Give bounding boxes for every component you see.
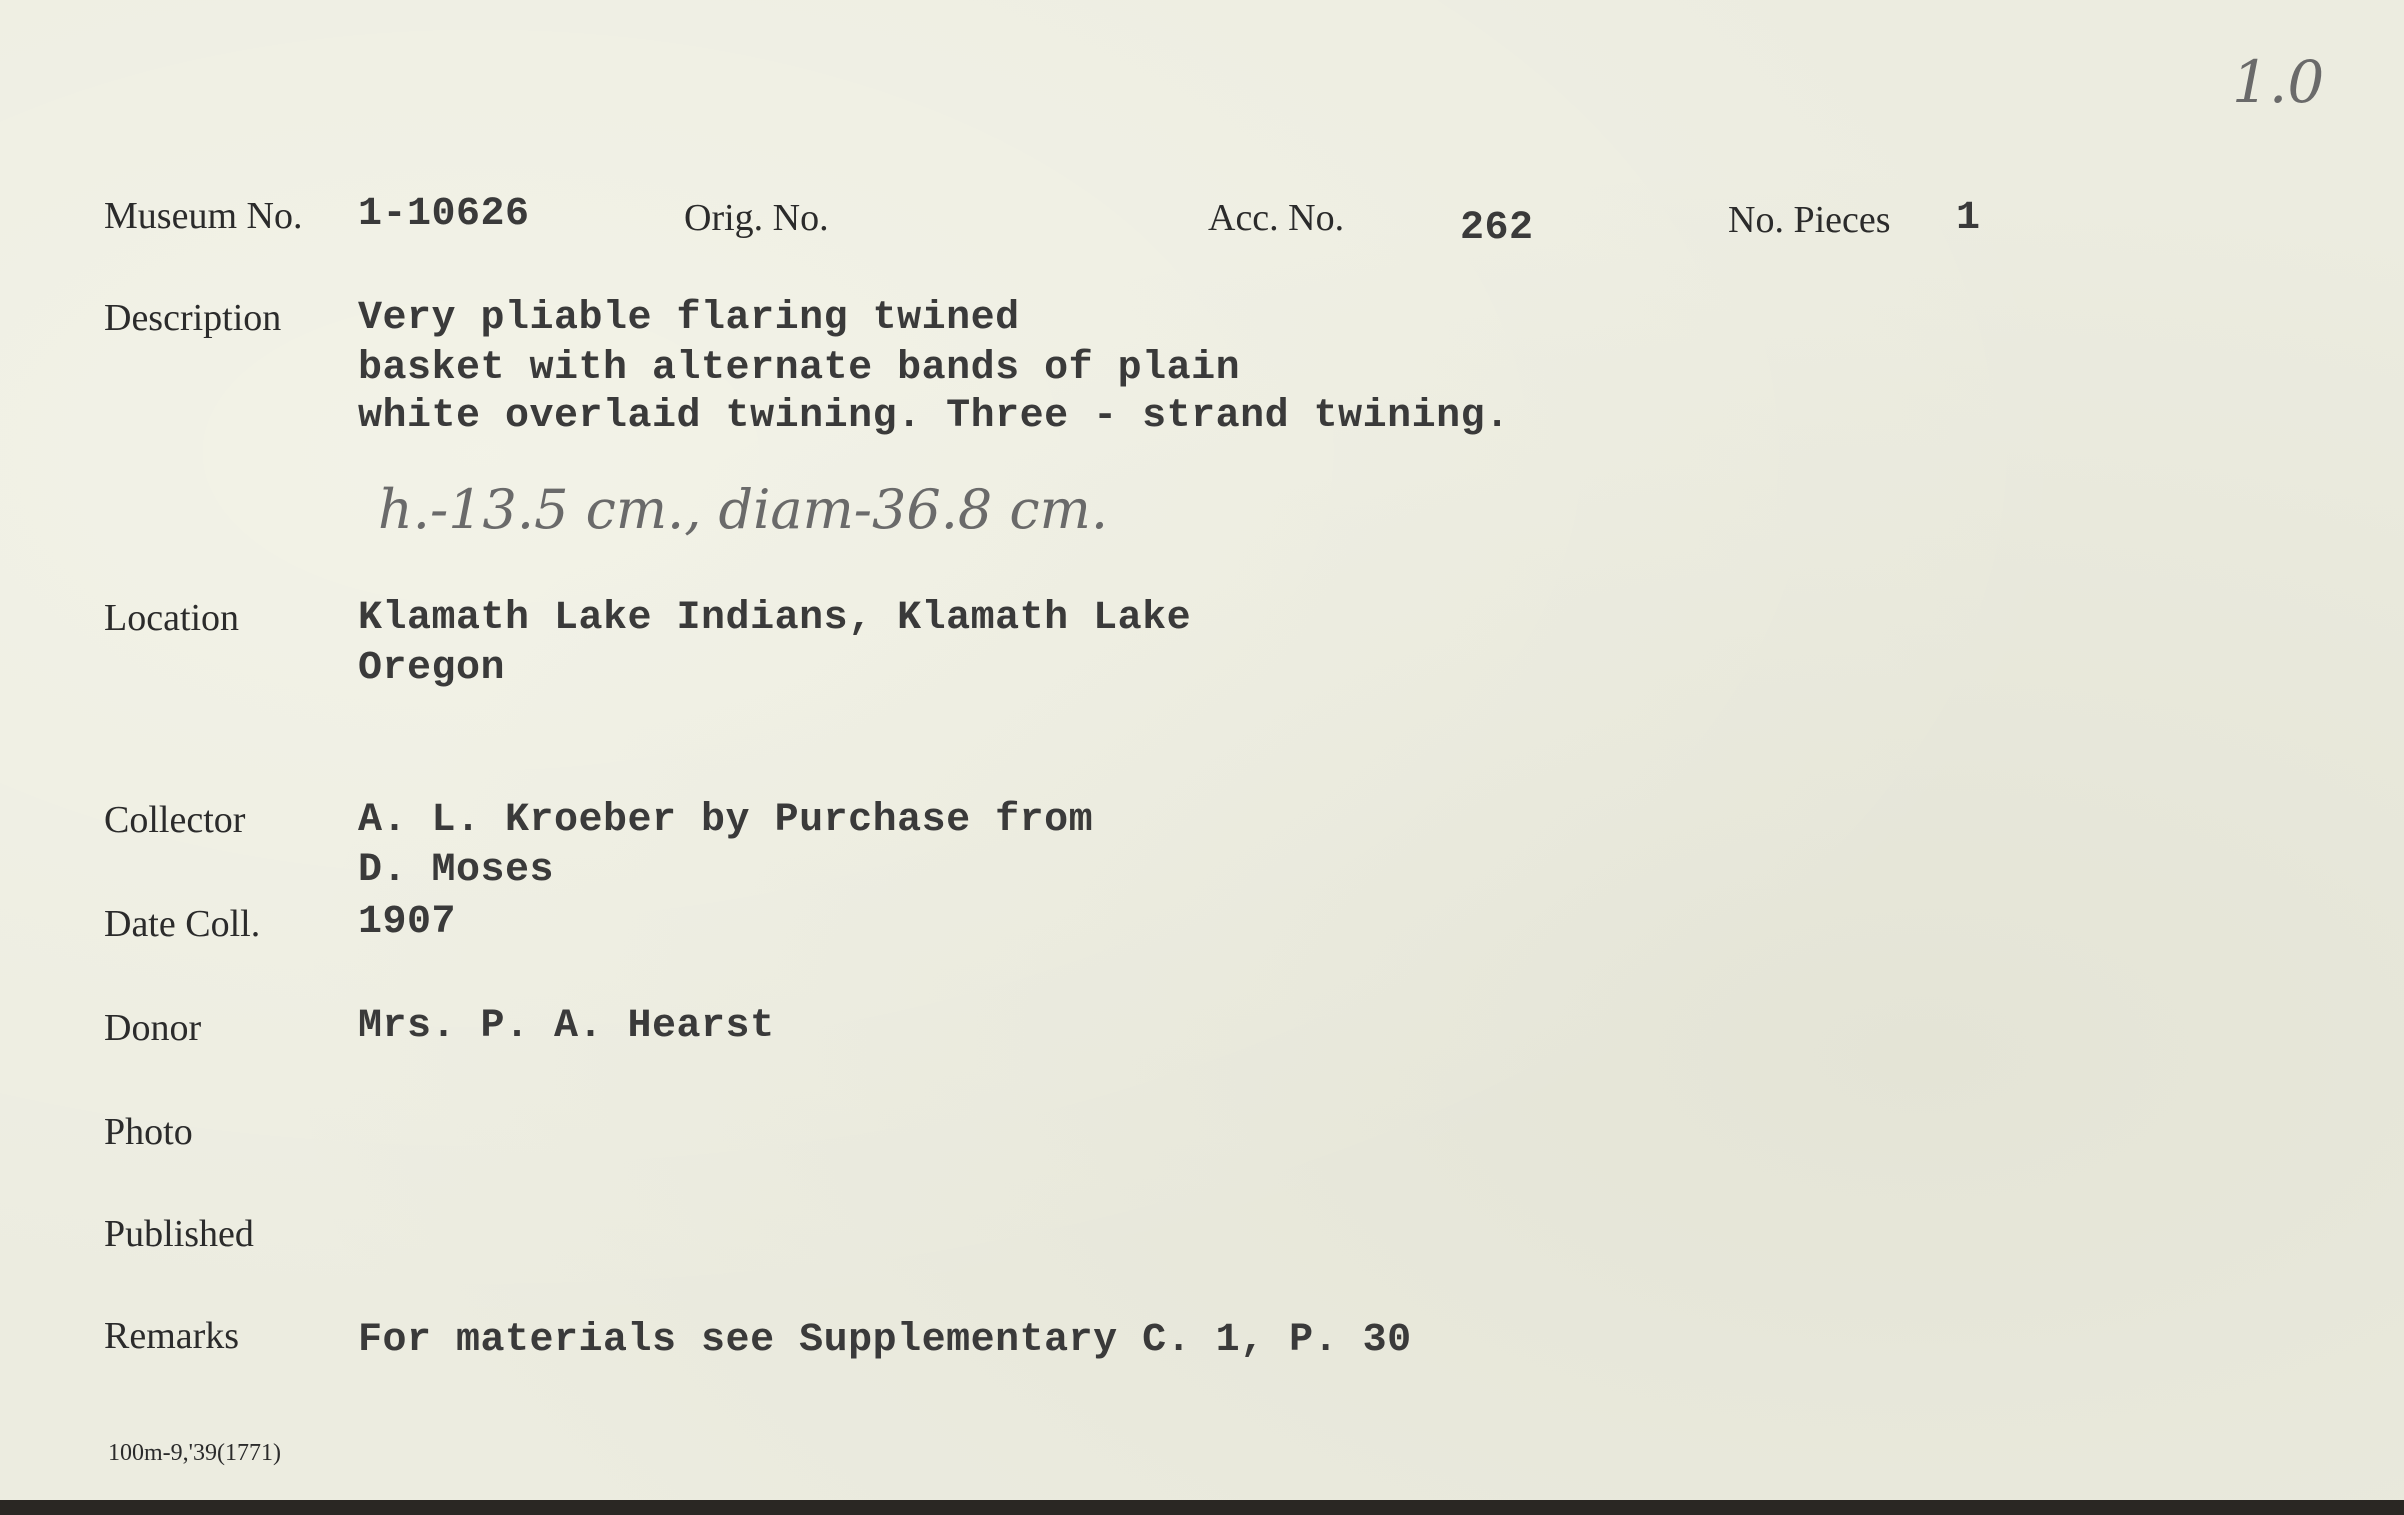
date-coll-label: Date Coll. xyxy=(104,903,261,945)
corner-mark: 1.0 xyxy=(2232,48,2325,116)
location-label: Location xyxy=(104,597,240,639)
photo-label: Photo xyxy=(104,1111,193,1153)
print-code: 100m-9,'39(1771) xyxy=(108,1440,281,1466)
acc-no-value: 262 xyxy=(1460,206,1534,251)
location-line-2: Oregon xyxy=(358,646,506,691)
description-line-3: white overlaid twining. Three - strand twining. xyxy=(358,394,1510,439)
collector-label: Collector xyxy=(104,799,246,841)
location-line-1: Klamath Lake Indians, Klamath Lake xyxy=(358,596,1192,641)
date-coll-value: 1907 xyxy=(358,900,457,945)
description-line-1: Very pliable flaring twined xyxy=(358,296,1020,341)
description-handwritten-measurements: h.-13.5 cm., diam-36.8 cm. xyxy=(378,478,1109,541)
donor-value: Mrs. P. A. Hearst xyxy=(358,1004,775,1049)
collector-line-1: A. L. Kroeber by Purchase from xyxy=(358,798,1094,843)
collector-line-2: D. Moses xyxy=(358,848,555,893)
description-line-2: basket with alternate bands of plain xyxy=(358,346,1241,391)
card-bottom-edge xyxy=(0,1500,2404,1515)
published-label: Published xyxy=(104,1213,254,1255)
no-pieces-value: 1 xyxy=(1956,196,1981,241)
remarks-value: For materials see Supplementary C. 1, P. 30 xyxy=(358,1318,1412,1363)
description-label: Description xyxy=(104,297,282,339)
remarks-label: Remarks xyxy=(104,1315,240,1357)
donor-label: Donor xyxy=(104,1007,202,1049)
orig-no-label: Orig. No. xyxy=(684,197,829,239)
museum-no-label: Museum No. xyxy=(104,195,303,237)
museum-no-value: 1-10626 xyxy=(358,192,530,237)
acc-no-label: Acc. No. xyxy=(1208,197,1345,239)
no-pieces-label: No. Pieces xyxy=(1728,199,1891,241)
